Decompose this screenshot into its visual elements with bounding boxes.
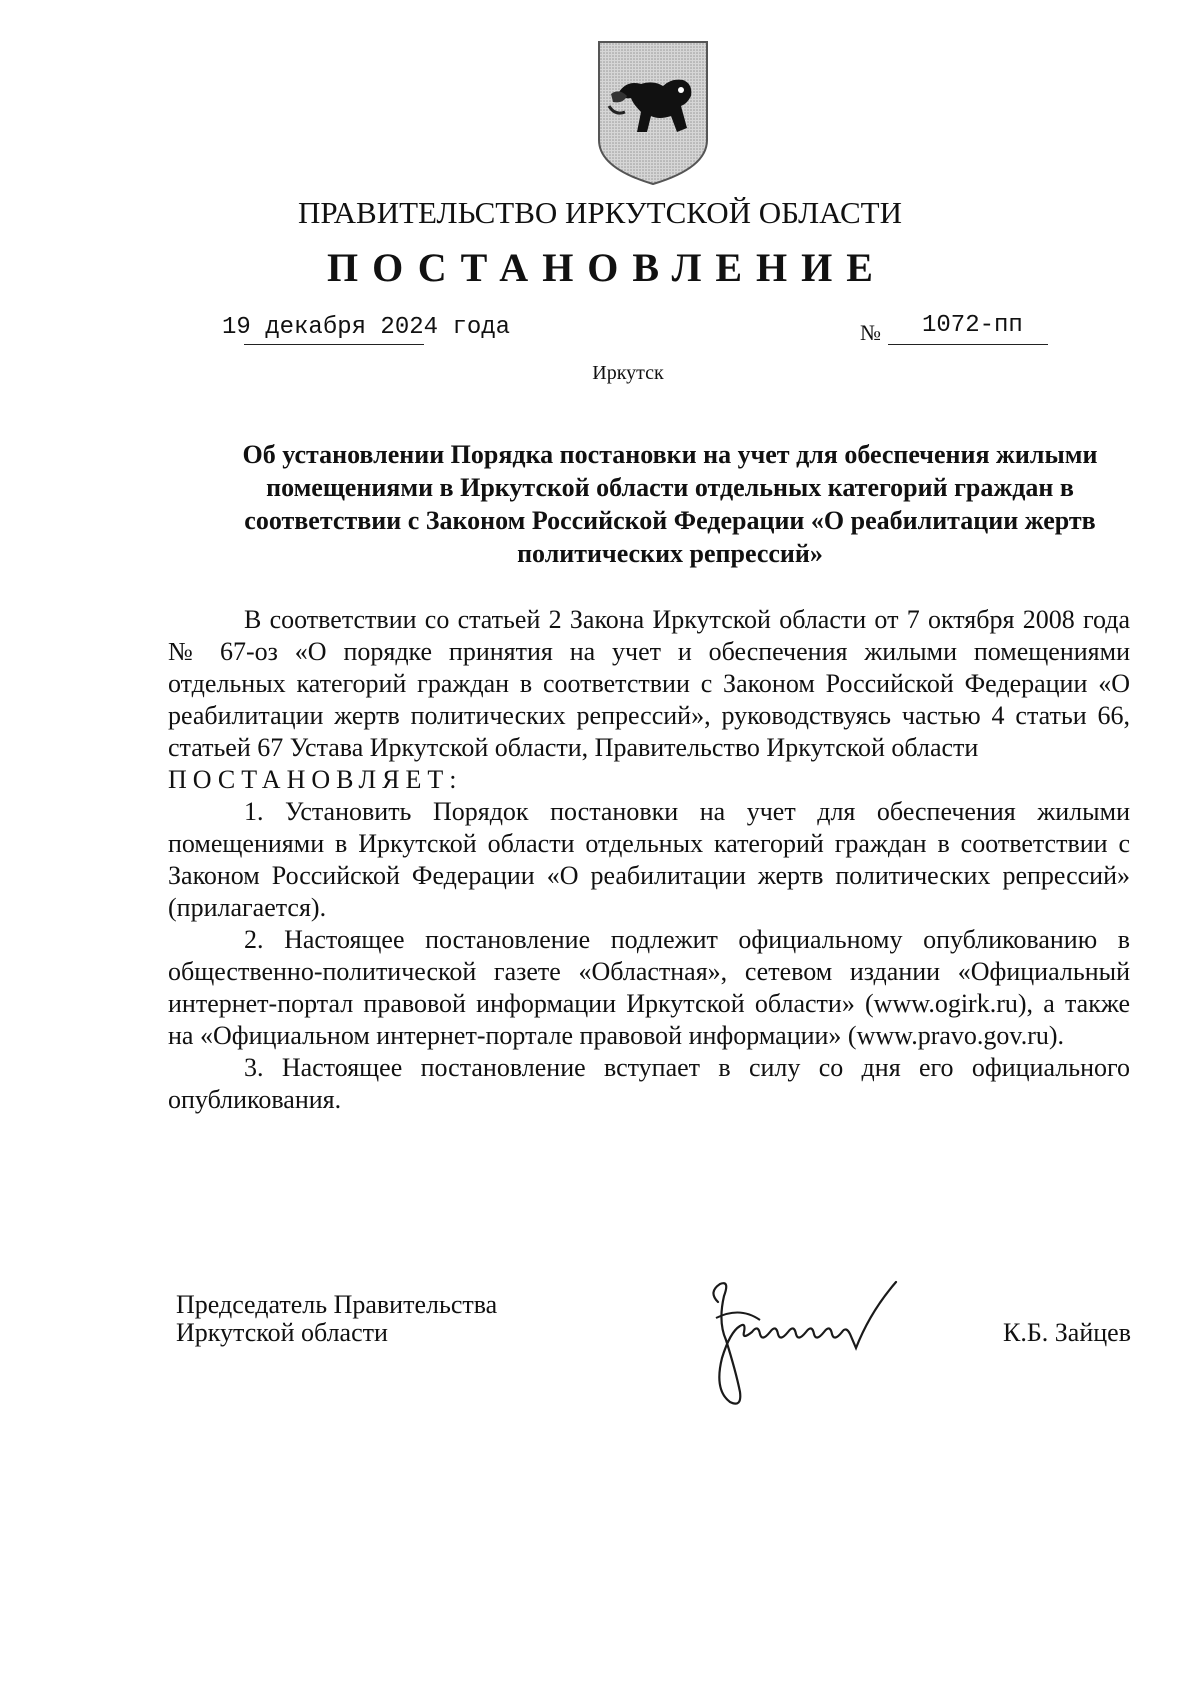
city: Иркутск (592, 362, 664, 384)
document-date: 19 декабря 2024 года (222, 314, 511, 341)
position-line-2: Иркутской области (176, 1318, 388, 1347)
signatory-name: К.Б. Зайцев (1003, 1318, 1131, 1347)
date-underline (244, 344, 424, 345)
item-paragraph-1: 1. Установить Порядок постановки на учет для обеспечения жилыми помещениями в Иркутской области отдельных категорий граждан в соответствии с Законом Российской Федерации «О реабилитации жертв политических репрессий» (прилагается). (168, 797, 1130, 922)
document-number: 1072-пп (922, 312, 1023, 339)
document-type: ПОСТАНОВЛЕНИЕ (327, 245, 887, 290)
decree-word: ПОСТАНОВЛЯЕТ: (168, 765, 463, 794)
signatory-position (176, 1291, 497, 1347)
document-body (168, 604, 1130, 1116)
position-line-1: Председатель Правительства (176, 1290, 498, 1319)
coat-of-arms-icon (597, 40, 709, 186)
number-label: № (860, 320, 881, 345)
signature-icon (700, 1262, 930, 1412)
item-paragraph-3: 3. Настоящее постановление вступает в силу со дня его официального опубликования. (168, 1053, 1130, 1114)
item-paragraph-2: 2. Настоящее постановление подлежит официальному опубликованию в общественно-политической газете «Областная», сетевом издании «Официальный интернет-портал правовой информации Иркутской области» (www.ogirk.ru), а также на «Официальном интернет-портале правовой информации» (www.pravo.gov.ru). (168, 925, 1130, 1050)
government-title: ПРАВИТЕЛЬСТВО ИРКУТСКОЙ ОБЛАСТИ (297, 195, 902, 230)
document-heading: Об установлении Порядка постановки на учет для обеспечения жилыми помещениями в Иркутской области отдельных категорий граждан в соответствии с Законом Российской Федерации «О реабилитации жертв политических репрессий» (242, 440, 1098, 568)
number-underline (888, 344, 1048, 345)
preamble-paragraph: В соответствии со статьей 2 Закона Иркутской области от 7 октября 2008 года № 67-оз «О порядке принятия на учет и обеспечения жилыми помещениями отдельных категорий граждан в соответствии с Законом Российской Федерации «О реабилитации жертв политических репрессий», руководствуясь частью 4 статьи 66, статьей 67 Устава Иркутской области, Правительство Иркутской области (168, 605, 1130, 762)
